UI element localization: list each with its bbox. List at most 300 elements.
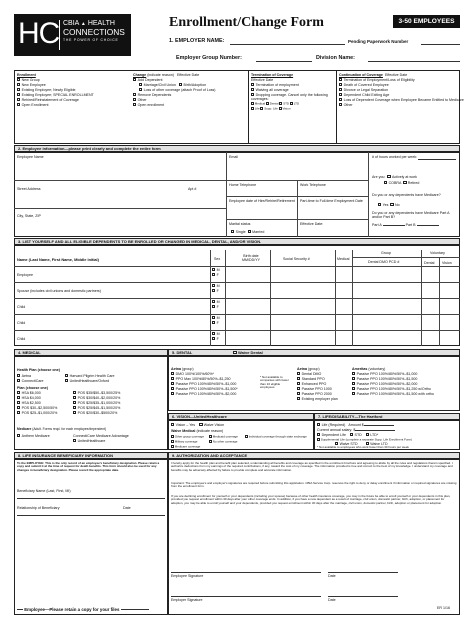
- section-4-header: 4. MEDICAL: [14, 349, 168, 356]
- option-label: Medicaid coverage: [212, 434, 238, 439]
- checkbox[interactable]: [212, 289, 215, 292]
- col-vision-header: Vision: [442, 261, 452, 265]
- option-label: HSA $6,000: [21, 391, 41, 395]
- option-label: HSA $2,500: [21, 401, 41, 406]
- option-label: Open enrollment: [137, 103, 165, 108]
- section-8-header: 8. LIFE INSURANCE BENEFICIARY INFORMATION: [14, 452, 168, 459]
- checkbox[interactable]: [171, 423, 174, 426]
- option-row: [339, 88, 459, 92]
- checkbox[interactable]: [352, 387, 355, 390]
- dep-life-row: [317, 433, 378, 437]
- checkbox[interactable]: [17, 83, 20, 86]
- medicare-plans: [17, 434, 167, 444]
- option-row: [352, 372, 459, 376]
- option-label: F: [216, 289, 219, 294]
- marital-options: [231, 230, 264, 234]
- option-label: Passive PPO 100%/80%/50%–$1,500 with ortho: [356, 392, 434, 397]
- option-label: Divorce or Legal Separation: [343, 88, 389, 93]
- medicare-label: Medicare: [17, 427, 32, 431]
- home-phone-label: Home Telephone: [229, 183, 257, 187]
- option-label: Add Dependent: [137, 78, 163, 83]
- checkbox[interactable]: [339, 98, 342, 101]
- option-row: [17, 396, 167, 400]
- checkbox[interactable]: [73, 396, 76, 399]
- employee-date-field[interactable]: [328, 572, 398, 573]
- waive-medical-row: [171, 429, 223, 433]
- checkbox[interactable]: [133, 98, 136, 101]
- option-label: F: [216, 305, 219, 310]
- option-label: UnitedHealthcare: [77, 439, 106, 444]
- option-label: COBRA: [388, 181, 402, 185]
- option-row: [352, 387, 459, 391]
- checkbox[interactable]: [297, 397, 300, 400]
- form-title: Enrollment/Change Form: [169, 15, 324, 30]
- salary-field[interactable]: [355, 430, 395, 431]
- effective-date-label: Effective Date:: [300, 222, 324, 226]
- change-effective: Effective Date: [176, 73, 200, 77]
- part-b-label: Part B: [405, 223, 416, 227]
- option-label: No: [395, 203, 400, 207]
- change-note: (indicate reason): [147, 73, 174, 77]
- checkbox[interactable]: [17, 396, 20, 399]
- checkbox[interactable]: [248, 230, 251, 233]
- option-label: F: [216, 337, 219, 342]
- option-label: STD: [354, 433, 362, 437]
- option-row: [297, 377, 357, 381]
- sex-options: [212, 284, 220, 294]
- col-group-header: Group: [381, 251, 391, 255]
- hours-label: # of hours worked per week:: [372, 155, 418, 159]
- checkbox[interactable]: [73, 439, 76, 442]
- checkbox[interactable]: [17, 406, 20, 409]
- employee-date-label: Date: [328, 574, 336, 578]
- continuation-title: Continuation of Coverage: [339, 73, 383, 77]
- checkbox[interactable]: [390, 203, 393, 206]
- checkbox[interactable]: [317, 433, 320, 436]
- part-b-field[interactable]: [417, 225, 439, 226]
- option-row: [17, 103, 111, 107]
- checkbox[interactable]: [212, 305, 215, 308]
- option-label: Loss of Dependent Coverage when Employee Became Entitled to Medicare: [343, 98, 464, 103]
- checkbox[interactable]: [352, 382, 355, 385]
- checkbox[interactable]: [209, 440, 212, 443]
- checkbox[interactable]: [17, 434, 20, 437]
- employer-date-label: Date: [328, 598, 336, 602]
- checkbox[interactable]: [212, 321, 215, 324]
- aetna-footnote: * Not available to companies with fewer than 10 eligible employees: [260, 375, 289, 390]
- waive-reasons: [171, 435, 313, 450]
- dependent-row-label: Child: [17, 321, 26, 325]
- section-6-header: 6. VISION—UnitedHealthcare: [168, 413, 314, 420]
- option-label: Single: [235, 230, 246, 234]
- division-field[interactable]: [368, 61, 460, 62]
- section-2-header: 2. Employee information—please print clearly and complete the entire form: [14, 145, 460, 152]
- option-label: Aetna: [21, 374, 31, 378]
- form-version: ER 1/16: [437, 606, 450, 610]
- hours-field[interactable]: [418, 159, 456, 160]
- option-row: [17, 88, 111, 92]
- checkbox[interactable]: [171, 382, 174, 385]
- option-label: Yes: [382, 203, 389, 207]
- option-label: Passive PPO 2000: [301, 392, 332, 397]
- option-label: New Employee: [21, 83, 46, 88]
- checkbox[interactable]: [251, 107, 254, 110]
- option-row: [17, 411, 167, 415]
- divider: [14, 180, 368, 181]
- waive-note: (indicate reason): [196, 429, 224, 433]
- checkbox[interactable]: [171, 440, 174, 443]
- coverage-label: Medical: [254, 101, 266, 106]
- option-label: Waive LTD: [370, 442, 388, 446]
- option-label: Termination of Employment/Loss of Eligibility: [343, 78, 415, 83]
- option-label: Marriage/Civil Union: [143, 83, 176, 88]
- checkbox[interactable]: [297, 382, 300, 385]
- logo-star-icon: ▲: [80, 21, 86, 27]
- option-row: [17, 98, 111, 102]
- checkbox[interactable]: [17, 374, 20, 377]
- option-label: PPO Max 100%/80%/50%–$1,250: [175, 377, 231, 382]
- sex-options: [212, 268, 220, 278]
- row-line: [14, 266, 460, 267]
- coverage-label: LTD: [293, 101, 300, 106]
- checkbox[interactable]: [17, 103, 20, 106]
- checkbox[interactable]: [17, 98, 20, 101]
- divider: [226, 219, 368, 220]
- aetna-note: (group): [182, 367, 194, 371]
- marital-label: Marital status: [229, 222, 251, 226]
- checkbox[interactable]: [212, 337, 215, 340]
- checkbox[interactable]: [171, 392, 174, 395]
- are-you-row: [372, 175, 417, 179]
- option-label: Married: [252, 230, 265, 234]
- employer-signature-label: Employer Signature: [171, 598, 203, 602]
- dependent-row-label: Spouse (includes civil unions and domestic partners): [17, 289, 101, 293]
- checkbox[interactable]: [179, 83, 182, 86]
- option-label: Dropping coverage. Cancel only the following coverages:: [251, 93, 328, 102]
- continuation-effective: Effective Date: [384, 73, 408, 77]
- checkbox[interactable]: [387, 175, 390, 178]
- group-number-field[interactable]: [256, 61, 312, 62]
- row-line: [14, 314, 460, 315]
- checkbox[interactable]: [171, 435, 174, 438]
- change-col: [133, 73, 245, 108]
- option-label: Dental DMO: [301, 372, 322, 377]
- medicare-parts: [372, 223, 439, 227]
- option-label: POS $35/$50–$3,500/25%: [77, 391, 121, 395]
- dependent-row-label: Employee: [17, 273, 33, 277]
- termination-title: Termination of Coverage: [251, 73, 294, 77]
- amount-label: Amount $: [348, 423, 364, 427]
- divider: [297, 180, 298, 237]
- part-a-label: Part A: [372, 223, 382, 227]
- beneficiary-name-label: Beneficiary Name (Last, First, MI): [17, 489, 71, 493]
- relationship-label: Relationship of Beneficiary: [17, 506, 60, 510]
- checkbox[interactable]: [73, 391, 76, 394]
- health-plan-label: Health Plan (choose one): [17, 368, 60, 372]
- col-ssn-header: Social Security #: [283, 257, 310, 261]
- option-label: POS $30/$40–$2,000/20%: [77, 396, 121, 401]
- option-row: [297, 382, 357, 386]
- divider: [14, 208, 226, 209]
- checkbox[interactable]: [297, 392, 300, 395]
- option-label: No other coverage: [212, 439, 238, 444]
- option-label: Other group coverage: [174, 434, 204, 439]
- row-line: [14, 282, 460, 283]
- pending-paperwork-label: Pending Paperwork Number: [348, 39, 409, 44]
- checkbox[interactable]: [339, 103, 342, 106]
- option-row: [297, 397, 357, 401]
- checkbox[interactable]: [171, 372, 174, 375]
- option-label: Waive Vision: [203, 423, 225, 427]
- option-row: [339, 78, 459, 82]
- employee-signature-label: Employee Signature: [171, 574, 204, 578]
- option-label: Other: [343, 103, 353, 108]
- checkbox[interactable]: [17, 391, 20, 394]
- vision-row: [171, 423, 224, 427]
- termination-col: [251, 73, 335, 112]
- checkbox[interactable]: [350, 433, 353, 436]
- option-label: Passive PPO 100%/80%/50%–$2,000: [356, 382, 418, 387]
- checkbox[interactable]: [251, 102, 254, 105]
- continuation-col: [339, 73, 464, 108]
- relationship-field[interactable]: [17, 515, 165, 516]
- option-label: M: [216, 300, 220, 304]
- part-a-field[interactable]: [383, 225, 405, 226]
- option-row: [297, 372, 357, 376]
- checkbox[interactable]: [251, 93, 254, 96]
- option-row: [297, 387, 357, 391]
- option-row: [352, 377, 459, 381]
- option-label: Dependent Child Exiting Age: [343, 93, 390, 98]
- checkbox[interactable]: [212, 316, 215, 319]
- city-label: City, State, ZIP: [17, 214, 41, 218]
- option-label: F: [216, 321, 219, 326]
- option-row: [339, 98, 464, 103]
- option-label: Retired: [407, 181, 420, 185]
- checkbox[interactable]: [339, 88, 342, 91]
- checkbox[interactable]: [266, 102, 269, 105]
- option-label: Birth/Adoption: [183, 83, 207, 88]
- option-label: UnitedHealthcare/Oxford: [69, 379, 110, 384]
- checkbox[interactable]: [65, 379, 68, 382]
- checkbox[interactable]: [73, 406, 76, 409]
- checkbox[interactable]: [212, 300, 215, 303]
- hire-date-label: Employee date of Hire/Rehire/Retirement: [229, 199, 295, 203]
- sex-options: [212, 300, 220, 310]
- checkbox[interactable]: [251, 88, 254, 91]
- col-name-header: Name (Last Name, First Name, Middle Initial): [17, 257, 99, 262]
- checkbox[interactable]: [297, 387, 300, 390]
- option-row: [339, 83, 459, 87]
- retain-line: [17, 609, 23, 610]
- option-label: HSA $4,000: [21, 396, 41, 401]
- option-label: Actively at work: [391, 175, 417, 179]
- checkbox[interactable]: [231, 230, 234, 233]
- option-label: M: [216, 332, 220, 336]
- option-label: Life (Required): [321, 423, 346, 427]
- option-label: Passive PPO 100%/80%/50%–$1,000: [175, 382, 237, 387]
- sex-options: [212, 316, 220, 326]
- option-label: Passive PPO 100%/80%/50%–$1,000: [356, 372, 418, 377]
- option-label: M: [216, 268, 220, 272]
- aetna2-note: (group): [308, 367, 320, 371]
- logo-tagline: THE POWER OF CHOICE: [63, 38, 119, 42]
- medicare-question-2: Do you or any dependents have Medicare Part A and/or Part B?: [372, 211, 450, 220]
- option-row: [17, 83, 111, 87]
- checkbox[interactable]: [139, 88, 142, 91]
- option-label: Standard PPO: [301, 377, 325, 382]
- checkbox[interactable]: [339, 83, 342, 86]
- are-you-label: Are you:: [372, 175, 386, 179]
- checkbox[interactable]: [212, 273, 215, 276]
- option-label: POS $25–$1,000/20%: [21, 411, 58, 416]
- checkbox[interactable]: [209, 435, 212, 438]
- checkbox[interactable]: [233, 351, 236, 354]
- option-label: POS $25/$45–$1,500/20%: [77, 406, 121, 411]
- employer-date-field[interactable]: [328, 596, 398, 597]
- medicare-question: Do you or any dependents have Medicare?: [372, 193, 441, 197]
- option-row: [171, 392, 296, 396]
- checkbox[interactable]: [403, 181, 406, 184]
- checkbox[interactable]: [317, 423, 320, 426]
- checkbox[interactable]: [171, 445, 174, 448]
- logo-block: [14, 14, 131, 56]
- section-5-title: 5. DENTAL: [172, 350, 193, 355]
- option-label: New Group: [21, 78, 40, 83]
- checkbox[interactable]: [352, 372, 355, 375]
- cobra-row: [384, 181, 419, 185]
- checkbox[interactable]: [297, 372, 300, 375]
- checkbox[interactable]: [133, 78, 136, 81]
- col-dental-header: Dental: [424, 261, 435, 265]
- col-line: [439, 258, 440, 346]
- checkbox[interactable]: [17, 93, 20, 96]
- col-voluntary-header: Voluntary: [430, 251, 445, 255]
- pending-paperwork-field[interactable]: [421, 44, 460, 45]
- checkbox[interactable]: [133, 103, 136, 106]
- checkbox[interactable]: [212, 268, 215, 271]
- option-label: Existing Employee; Newly Eligible: [21, 88, 76, 93]
- retain-line: [121, 609, 149, 610]
- checkbox[interactable]: [352, 392, 355, 395]
- option-label: Open Enrollment: [21, 103, 49, 108]
- employee-signature-field[interactable]: [171, 572, 321, 573]
- option-label: Enhanced PPO: [301, 382, 327, 387]
- retain-label: Employee—Please retain a copy for your files: [24, 607, 120, 612]
- checkbox[interactable]: [17, 379, 20, 382]
- option-label: Anthem Medicare: [21, 434, 50, 438]
- ameritas-col: [352, 367, 459, 397]
- relationship-date-label: Date: [123, 506, 131, 510]
- col-sex-header: Sex: [214, 257, 221, 261]
- checkbox[interactable]: [17, 88, 20, 91]
- checkbox[interactable]: [17, 411, 20, 414]
- divider: [248, 70, 249, 144]
- employee-count-badge: 3-50 EMPLOYEES: [393, 15, 460, 28]
- option-label: Other: [137, 98, 147, 103]
- coverage-label: Life: [254, 106, 260, 111]
- checkbox[interactable]: [171, 387, 174, 390]
- checkbox[interactable]: [17, 401, 20, 404]
- checkbox[interactable]: [212, 284, 215, 287]
- checkbox[interactable]: [339, 78, 342, 81]
- dependent-row-label: Child: [17, 337, 26, 341]
- checkbox[interactable]: [171, 377, 174, 380]
- option-label: Remove Dependents: [137, 93, 172, 98]
- option-label: Passive PPO 100%/80%/50%–$2,000: [175, 392, 237, 397]
- work-phone-label: Work Telephone: [300, 183, 326, 187]
- checkbox[interactable]: [378, 203, 381, 206]
- checkbox[interactable]: [290, 102, 293, 105]
- checkbox[interactable]: [279, 102, 282, 105]
- option-row: [17, 78, 111, 82]
- change-title: Change: [133, 73, 147, 77]
- coverage-label: STD: [283, 101, 290, 106]
- enrollment-title: Enrollment: [17, 73, 36, 77]
- checkbox[interactable]: [17, 78, 20, 81]
- amount-field[interactable]: [364, 425, 394, 426]
- checkbox[interactable]: [352, 377, 355, 380]
- beneficiary-box: [14, 459, 168, 615]
- coverage-label: Vision: [282, 106, 291, 111]
- option-row: [352, 392, 459, 396]
- apt-label: Apt #: [188, 187, 197, 191]
- ameritas-note: (voluntary): [368, 367, 386, 371]
- life-row: [317, 423, 394, 427]
- option-label: Supplemental Life (complete a separate Supp. Life Enrollment Form): [320, 437, 413, 442]
- col-birth-header: Birth date MM/DD/YY: [242, 254, 260, 263]
- option-label: Passive PPO 100%/80%/50%–$1,250 w/Ortho: [356, 387, 431, 392]
- checkbox[interactable]: [139, 83, 142, 86]
- checkbox[interactable]: [199, 423, 202, 426]
- divider: [226, 152, 227, 237]
- logo-name: [63, 20, 125, 38]
- option-label: Loss of other coverage (attach Proof of Loss): [143, 88, 216, 93]
- checkbox[interactable]: [366, 433, 369, 436]
- checkbox[interactable]: [65, 374, 68, 377]
- checkbox[interactable]: [73, 401, 76, 404]
- option-label: Individual coverage through state exchange: [248, 434, 307, 439]
- option-label: F: [216, 273, 219, 278]
- checkbox[interactable]: [73, 411, 76, 414]
- checkbox[interactable]: [133, 93, 136, 96]
- employer-name-field[interactable]: [230, 44, 345, 45]
- checkbox[interactable]: [212, 332, 215, 335]
- checkbox[interactable]: [245, 435, 248, 438]
- option-label: Existing employer plan: [301, 397, 338, 402]
- checkbox[interactable]: [251, 83, 254, 86]
- option-row: [352, 382, 459, 386]
- option-row: [297, 392, 357, 396]
- coverage-label: Supp. Life: [264, 106, 278, 111]
- divider: [336, 70, 337, 144]
- employer-signature-field[interactable]: [171, 596, 321, 597]
- checkbox[interactable]: [317, 438, 320, 441]
- checkbox[interactable]: [384, 181, 387, 184]
- beneficiary-name-field[interactable]: [17, 498, 165, 499]
- checkbox[interactable]: [297, 377, 300, 380]
- checkbox[interactable]: [339, 93, 342, 96]
- medicare-yes-no: [378, 203, 400, 207]
- section-9-header: 9. AUTHORIZATION AND ACCEPTANCE: [168, 452, 460, 459]
- retain-copy-note: [17, 607, 149, 612]
- employer-name-label: 1. EMPLOYER NAME:: [169, 38, 225, 44]
- option-label: DMO 100%/100%/60%*: [175, 372, 214, 377]
- option-label: Passive PPO 1000: [301, 387, 332, 392]
- fulltime-label: Part-time to Full-time Employment Date: [300, 199, 363, 203]
- employee-name-label: Employee Name: [17, 155, 44, 159]
- division-label: Division Name:: [316, 55, 355, 61]
